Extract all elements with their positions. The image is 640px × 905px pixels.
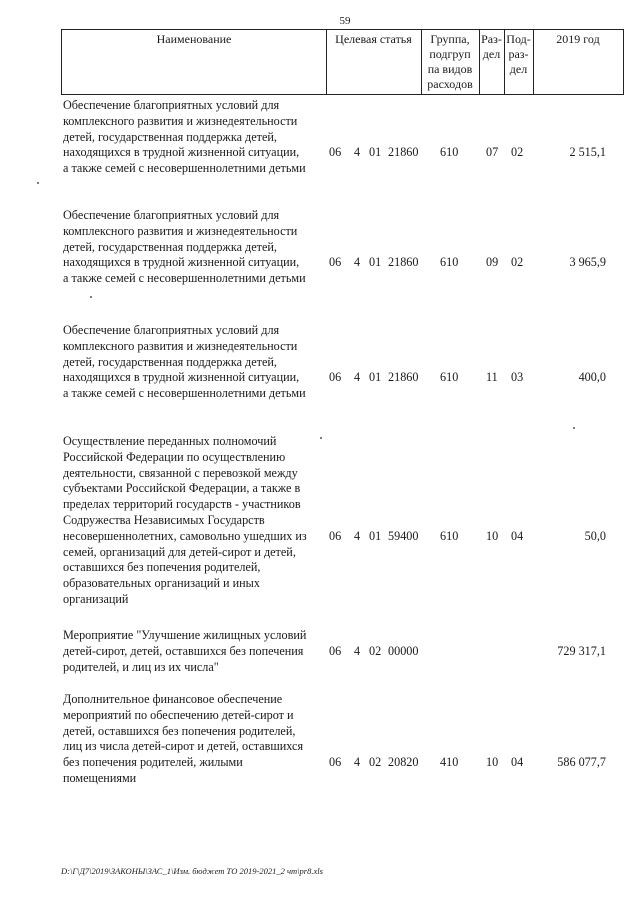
row-name-line: субъектами Российской Федерации, а также в xyxy=(63,481,301,496)
cell-amount: 729 317,1 xyxy=(557,643,606,658)
header-section xyxy=(479,30,504,94)
cell-amount: 586 077,7 xyxy=(557,755,606,770)
cell-c4: 59400 xyxy=(388,528,419,543)
scan-speck xyxy=(573,427,575,429)
row-name-line: оставшихся без попечения родителей, xyxy=(63,560,261,575)
row-name-line: помещениями xyxy=(63,770,137,785)
cell-group: 610 xyxy=(440,255,459,270)
cell-amount: 2 515,1 xyxy=(569,145,606,160)
cell-c2: 4 xyxy=(354,643,361,658)
row-name-line: детей, оставшихся без попечения родителей, xyxy=(63,723,296,738)
row-name-line: Осуществление переданных полномочий xyxy=(63,434,277,448)
cell-c2: 4 xyxy=(354,145,361,160)
row-name-line: Дополнительное финансовое обеспечение xyxy=(63,692,283,706)
row-name-line: деятельности, связанной с перевозкой между xyxy=(63,465,298,480)
cell-c2: 4 xyxy=(354,528,361,543)
scan-speck xyxy=(90,296,92,298)
header-subsection-line: дел xyxy=(509,62,528,76)
row-name-line: Содружества Независимых Государств xyxy=(63,512,265,527)
cell-c4: 21860 xyxy=(388,370,419,385)
row-name-line: находящихся в трудной жизненной ситуации, xyxy=(63,370,300,385)
scan-speck xyxy=(320,437,322,439)
row-name-line: лиц из числа детей-сирот и детей, оставшихся xyxy=(63,739,304,754)
row-name-line: организаций xyxy=(63,591,129,606)
cell-c1: 06 xyxy=(329,755,342,770)
cell-c3: 01 xyxy=(369,255,382,270)
row-name xyxy=(63,98,328,177)
cell-group: 610 xyxy=(440,370,459,385)
cell-c4: 20820 xyxy=(388,755,419,770)
header-subsection-line: раз- xyxy=(508,47,529,61)
file-path-footer: D:\Г\Д7\2019\ЗАКОНЫ\ЗАС_1\Изм. бюджет ТО 2019-2021_2 чт\pr8.xls xyxy=(61,866,323,876)
row-name-line: находящихся в трудной жизненной ситуации, xyxy=(63,145,300,160)
row-name-line: Обеспечение благоприятных условий для xyxy=(63,98,280,112)
row-name-line: комплексного развития и жизнедеятельности xyxy=(63,223,298,238)
cell-section: 11 xyxy=(486,370,498,385)
header-group-line: па видов xyxy=(427,62,473,76)
cell-subsection: 04 xyxy=(511,755,524,770)
row-name-line: а также семей с несовершеннолетними детьми xyxy=(63,386,306,401)
cell-section: 10 xyxy=(486,755,499,770)
cell-group: 410 xyxy=(440,755,459,770)
row-name-line: образовательных организаций и иных xyxy=(63,576,260,591)
cell-amount: 50,0 xyxy=(584,528,606,543)
row-name-line: детей, государственная поддержка детей, xyxy=(63,354,277,369)
row-name xyxy=(63,434,328,608)
cell-c3: 01 xyxy=(369,528,382,543)
cell-amount: 3 965,9 xyxy=(569,255,606,270)
row-name-line: детей-сирот, детей, оставшихся без попечения xyxy=(63,643,304,658)
row-name-line: семей, организаций для детей-сирот и детей, xyxy=(63,544,296,559)
cell-c2: 4 xyxy=(354,255,361,270)
row-name-line: Обеспечение благоприятных условий для xyxy=(63,208,280,222)
cell-c2: 4 xyxy=(354,370,361,385)
cell-section: 10 xyxy=(486,528,499,543)
table-header xyxy=(61,29,624,95)
cell-c4: 21860 xyxy=(388,145,419,160)
cell-c4: 00000 xyxy=(388,643,419,658)
cell-section: 09 xyxy=(486,255,499,270)
row-name-line: а также семей с несовершеннолетними детьми xyxy=(63,271,306,286)
scan-speck xyxy=(37,182,39,184)
cell-subsection: 04 xyxy=(511,528,524,543)
header-group-line: расходов xyxy=(427,77,473,91)
row-name-line: детей, государственная поддержка детей, xyxy=(63,129,277,144)
header-target: Целевая статья xyxy=(335,32,412,46)
header-group-line: подгруп xyxy=(429,47,471,61)
row-name-line: комплексного развития и жизнедеятельности xyxy=(63,338,298,353)
cell-group: 610 xyxy=(440,528,459,543)
header-subsection-line: Под- xyxy=(506,32,531,46)
row-name xyxy=(63,628,328,675)
cell-c3: 02 xyxy=(369,643,382,658)
row-name-line: а также семей с несовершеннолетними детьми xyxy=(63,161,306,176)
cell-c1: 06 xyxy=(329,255,342,270)
header-section-line: Раз- xyxy=(481,32,502,46)
row-name xyxy=(63,323,328,402)
row-name xyxy=(63,692,328,787)
cell-subsection: 03 xyxy=(511,370,524,385)
cell-c1: 06 xyxy=(329,643,342,658)
header-year: 2019 год xyxy=(556,32,600,46)
row-name-line: пределах территорий государств - участников xyxy=(63,497,301,512)
row-name-line: детей, государственная поддержка детей, xyxy=(63,239,277,254)
header-name: Наименование xyxy=(156,32,232,46)
header-section-line: дел xyxy=(482,47,501,61)
cell-amount: 400,0 xyxy=(578,370,606,385)
cell-c3: 02 xyxy=(369,755,382,770)
page-number: 59 xyxy=(339,15,351,27)
cell-c1: 06 xyxy=(329,528,342,543)
header-group xyxy=(421,30,479,94)
cell-c3: 01 xyxy=(369,370,382,385)
cell-c1: 06 xyxy=(329,370,342,385)
row-name-line: Обеспечение благоприятных условий для xyxy=(63,323,280,337)
cell-c3: 01 xyxy=(369,145,382,160)
cell-section: 07 xyxy=(486,145,499,160)
cell-c1: 06 xyxy=(329,145,342,160)
cell-c2: 4 xyxy=(354,755,361,770)
row-name-line: находящихся в трудной жизненной ситуации, xyxy=(63,255,300,270)
cell-subsection: 02 xyxy=(511,145,524,160)
row-name-line: родителей, и лиц из их числа" xyxy=(63,659,219,674)
cell-c4: 21860 xyxy=(388,255,419,270)
row-name xyxy=(63,208,328,287)
row-name-line: Мероприятие "Улучшение жилищных условий xyxy=(63,628,307,642)
header-group-line: Группа, xyxy=(430,32,470,46)
row-name-line: несовершеннолетних, самовольно ушедших из xyxy=(63,528,307,543)
row-name-line: Российской Федерации по осуществлению xyxy=(63,449,286,464)
cell-group: 610 xyxy=(440,145,459,160)
cell-subsection: 02 xyxy=(511,255,524,270)
row-name-line: без попечения родителей, жилыми xyxy=(63,755,243,770)
header-subsection xyxy=(504,30,533,94)
row-name-line: мероприятий по обеспечению детей-сирот и xyxy=(63,707,294,722)
row-name-line: комплексного развития и жизнедеятельности xyxy=(63,113,298,128)
